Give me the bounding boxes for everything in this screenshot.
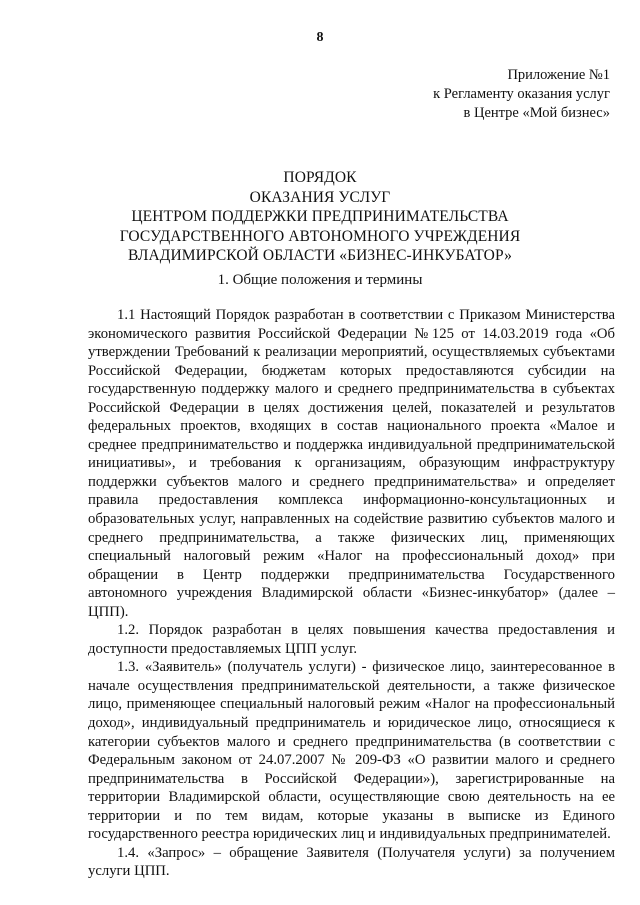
document-body: [88, 306, 615, 881]
paragraph-line: федеральных проектов, входящих в состав национального проекта «Малое и: [88, 418, 615, 435]
paragraph-line: доступности предоставляемых ЦПП услуг.: [88, 640, 358, 657]
paragraph: [88, 658, 615, 843]
paragraph-line: Федеральным законом от 24.07.2007 № 209-ФЗ «О развитии малого и среднего: [88, 752, 615, 769]
paragraph-line: лицо, применяющее специальный налоговый режим «Налог на профессиональный: [88, 696, 615, 713]
section-heading: 1. Общие положения и термины: [217, 272, 423, 288]
paragraph: [88, 306, 615, 621]
paragraph-line: инициативы», и требования к организациям, образующим инфраструктуру: [88, 455, 615, 472]
paragraph: [88, 844, 615, 881]
paragraph-line: начале осуществления предпринимательской деятельности, а также физическое: [88, 677, 615, 694]
paragraph-line: 1.2. Порядок разработан в целях повышения качества предоставления и: [117, 622, 615, 639]
title-line: ГОСУДАРСТВЕННОГО АВТОНОМНОГО УЧРЕЖДЕНИЯ: [119, 227, 521, 245]
page-number: 8: [316, 30, 324, 45]
paragraph-line: услуги ЦПП.: [88, 863, 170, 880]
paragraph-line: предпринимательства в Российской Федерации»), зарегистрированные на: [88, 770, 615, 787]
paragraph-line: Российской Федерации в целях достижения целей, показателей и результатов: [88, 399, 615, 416]
title-line: ВЛАДИМИРСКОЙ ОБЛАСТИ «БИЗНЕС-ИНКУБАТОР»: [128, 247, 512, 264]
paragraph-line: среднего предпринимательства, а также физических лиц, применяющих: [88, 529, 615, 546]
appendix-title: Приложение №1: [507, 67, 610, 83]
title-line: ПОРЯДОК: [283, 169, 357, 186]
paragraph-line: 1.1 Настоящий Порядок разработан в соответствии с Приказом Министерства: [117, 307, 615, 323]
paragraph-line: 1.3. «Заявитель» (получатель услуги) - физическое лицо, заинтересованное в: [117, 659, 615, 676]
paragraph: [88, 621, 615, 658]
paragraph-line: образовательных услуг, направленных на содействие развитию субъектов малого и: [88, 511, 615, 528]
paragraph-line: автономного учреждения Владимирской области «Бизнес-инкубатор» (далее –: [88, 585, 615, 602]
appendix-reference: к Регламенту оказания услуг: [433, 86, 610, 102]
paragraph-line: специальный налоговый режим «Налог на профессиональный доход» при: [88, 548, 615, 565]
paragraph-line: государственную поддержку малого и среднего предпринимательства в субъектах: [88, 381, 615, 398]
paragraph-line: 1.4. «Запрос» – обращение Заявителя (Получателя услуги) за получением: [117, 844, 615, 861]
paragraph-line: государственного реестра юридических лиц и индивидуальных предпринимателей.: [88, 826, 611, 843]
paragraph-line: экономического развития Российской Федерации №125 от 14.03.2019 года «Об: [88, 325, 615, 342]
title-line: ЦЕНТРОМ ПОДДЕРЖКИ ПРЕДПРИНИМАТЕЛЬСТВА: [131, 208, 509, 225]
paragraph-line: Российской Федерации, бюджетам которых предоставляются субсидии на: [88, 362, 615, 379]
appendix-header: [433, 66, 610, 123]
paragraph-line: территории Владимирской области, осуществляющие свою деятельность на ее: [88, 789, 615, 806]
paragraph-line: правила предоставления комплекса информационно-консультационных и: [88, 492, 615, 509]
paragraph-line: среднее предпринимательство и поддержка индивидуальной предпринимательской: [88, 436, 615, 453]
paragraph-line: обращении в Центр поддержки предпринимательства Государственного: [88, 566, 615, 583]
appendix-center: в Центре «Мой бизнес»: [463, 105, 610, 121]
paragraph-line: утверждении Требований к реализации мероприятий, осуществляемых субъектами: [88, 344, 615, 361]
title-line: ОКАЗАНИЯ УСЛУГ: [249, 188, 391, 206]
paragraph-line: территории и по тем видам, которые указаны в выписке из Единого: [88, 807, 615, 824]
paragraph-line: ЦПП).: [88, 603, 129, 620]
paragraph-line: доход», индивидуальный предприниматель и юридическое лицо, относящиеся к: [88, 715, 615, 732]
paragraph-line: категории субъектов малого и среднего предпринимательства (в соответствии с: [88, 733, 615, 750]
document-title: [0, 168, 640, 266]
paragraph-line: поддержки субъектов малого и среднего предпринимательства» и определяет: [88, 473, 615, 490]
